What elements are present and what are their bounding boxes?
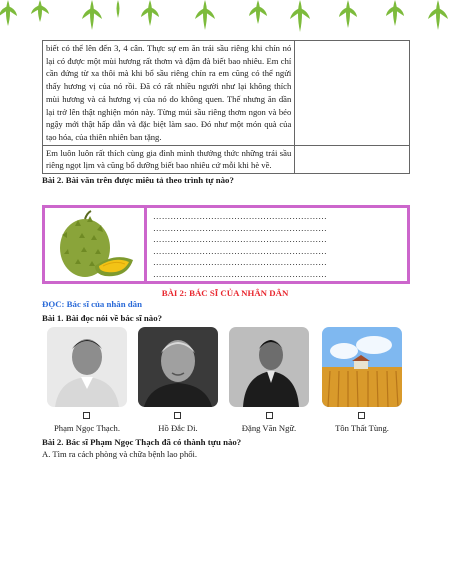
portrait-ho-dac-di — [138, 327, 218, 407]
checkbox-dang-van-ngu[interactable] — [266, 412, 273, 419]
dotted-line[interactable]: …………………………………………………… — [153, 257, 327, 268]
answer-cell-1[interactable] — [295, 41, 410, 146]
durian-image — [45, 208, 147, 281]
question-which-doctor: Bài 1. Bài đọc nói về bác sĩ nào? — [42, 313, 162, 323]
dotted-line[interactable]: …………………………………………………… — [153, 234, 327, 245]
dotted-line[interactable]: …………………………………………………… — [153, 222, 327, 233]
order-task-box — [42, 205, 410, 284]
durian-icon — [45, 208, 144, 281]
portrait-dang-van-ngu — [229, 327, 309, 407]
answer-cell-2[interactable] — [295, 145, 410, 173]
choice-name: Phạm Ngọc Thạch. — [54, 423, 120, 433]
choice-name: Tôn Thất Tùng. — [335, 423, 389, 433]
portrait-ton-that-tung — [322, 327, 402, 407]
leaf-banner — [0, 0, 450, 38]
reading-paragraph-1: biết có thể lên đến 3, 4 cân. Thực sự em ăn trái sầu riêng khi chín nó lại có được một mùi hương rất thơm và đậm đà biết bao nhiêu. Em chỉ cần đứng từ xa thôi mà khi bổ sầu riêng chín ra em cũng có thể ngửi thấy hương vị của nó rồi. Đã có rất nhiều người như lại không thích mùi hương và cả hương vị của nó do không quen. Thế nhưng ăn dần lại trở lên thật nghiện món này. Từng múi sầu riêng thơm ngon và béo ngậy mới thật hấp dẫn và đặc biệt làm sao. Đó như một món quà của tạo hóa, của thiên nhiên ban tặng. — [43, 41, 295, 146]
checkbox-pham-ngoc-thach[interactable] — [83, 412, 90, 419]
question-achievement: Bài 2. Bác sĩ Phạm Ngọc Thạch đã có thành tựu nào? — [42, 437, 242, 447]
question-order: Bài 2. Bài văn trên được miêu tả theo trình tự nào? — [42, 175, 234, 186]
dotted-line[interactable]: …………………………………………………… — [153, 211, 327, 221]
answer-lines[interactable] — [153, 211, 403, 281]
portrait-pham-ngoc-thach — [47, 327, 127, 407]
dotted-line[interactable]: …………………………………………………… — [153, 245, 327, 256]
checkbox-ton-that-tung[interactable] — [358, 412, 365, 419]
checkbox-ho-dac-di[interactable] — [174, 412, 181, 419]
reading-paragraph-2: Em luôn luôn rất thích cùng gia đình mình thưởng thức những trái sầu riêng ngọt lịm và cũng bổ dưỡng biết bao nhiêu cứ mỗi khi hè về. — [43, 145, 295, 173]
section-label: ĐỌC: Bác sĩ của nhân dân — [42, 299, 142, 309]
answer-option-a[interactable]: A. Tìm ra cách phòng và chữa bệnh lao phổi. — [42, 449, 198, 459]
choice-name: Đặng Văn Ngữ. — [241, 423, 297, 433]
reading-table — [42, 40, 410, 174]
lesson-title: BÀI 2: BÁC SĨ CỦA NHÂN DÂN — [161, 288, 289, 298]
dotted-line[interactable]: …………………………………………………… — [153, 268, 327, 279]
choice-name: Hồ Đắc Di. — [158, 423, 198, 433]
